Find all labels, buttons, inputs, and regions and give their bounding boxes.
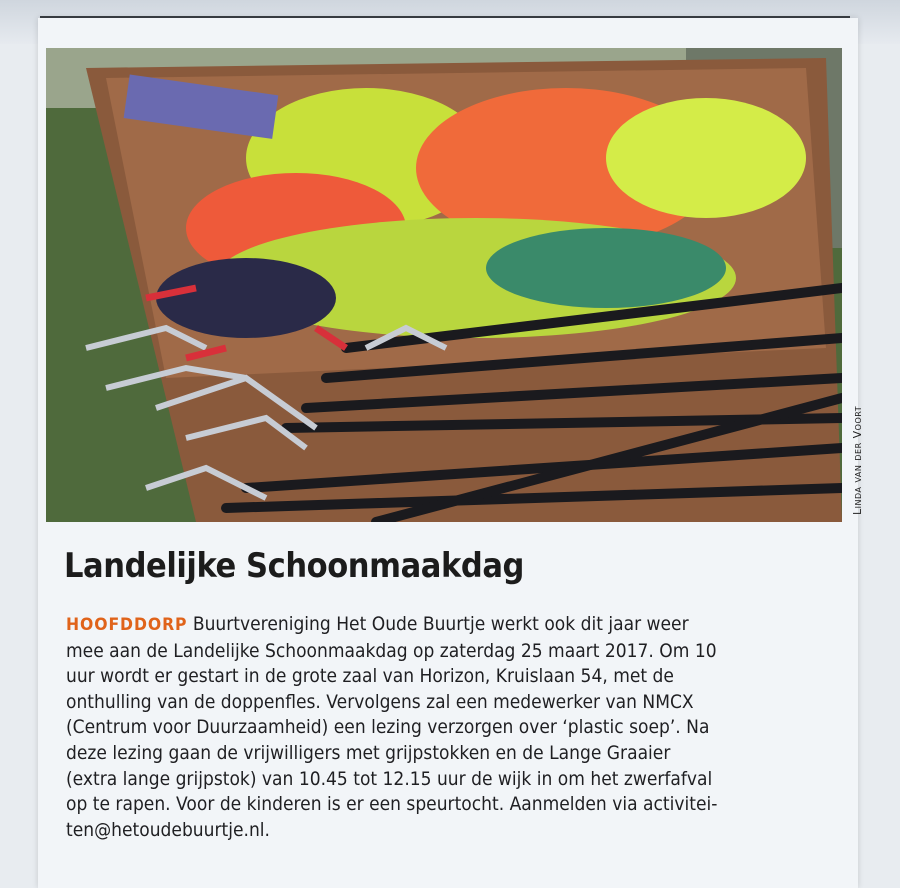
photo-credit: Linda van der Voort	[851, 405, 864, 515]
article-headline: Landelijke Schoonmaakdag	[64, 546, 524, 586]
photo-litter-grabbers-and-vests	[46, 48, 842, 522]
body-line: (Centrum voor Duurzaamheid) een lezing verzorgen over ‘plastic soep’. Na	[66, 717, 710, 739]
body-line: op te rapen. Voor de kinderen is er een speurtocht. Aanmelden via activitei-	[66, 794, 718, 816]
dateline: HOOFDDORP	[66, 615, 188, 635]
article-body	[66, 612, 793, 843]
body-line: (extra lange grijpstok) van 10.45 tot 12.15 uur de wijk in om het zwerfafval	[66, 768, 713, 790]
body-line: ten@hetoudebuurtje.nl.	[66, 819, 270, 841]
article-photo	[46, 48, 842, 522]
body-line: uur wordt er gestart in de grote zaal van Horizon, Kruislaan 54, met de	[66, 666, 674, 688]
body-line	[66, 612, 793, 639]
body-line: onthulling van de doppenfles. Vervolgens zal een medewerker van NMCX	[66, 691, 694, 713]
body-line: mee aan de Landelijke Schoonmaakdag op zaterdag 25 maart 2017. Om 10	[66, 640, 717, 662]
body-line-text: Buurtvereniging Het Oude Buurtje werkt ook dit jaar weer	[192, 614, 689, 635]
body-line: deze lezing gaan de vrijwilligers met grijpstokken en de Lange Graaier	[66, 742, 671, 764]
